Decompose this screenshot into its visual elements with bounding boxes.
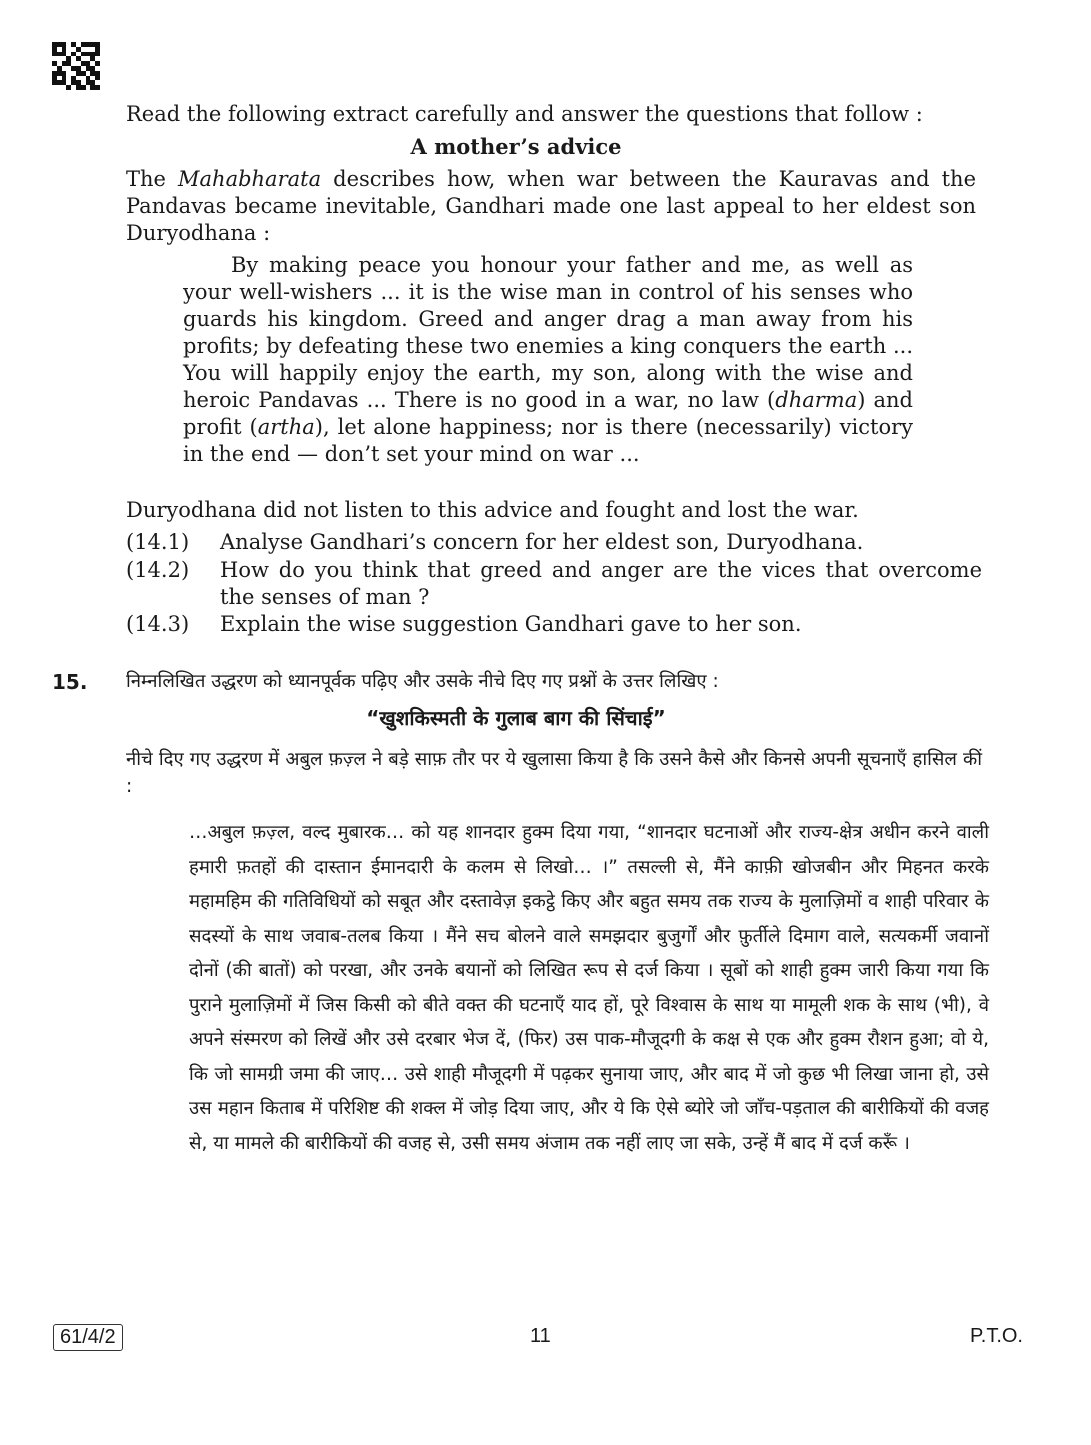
qr-code [52, 42, 100, 90]
hindi-quote: …अबुल फ़ज़्ल, वल्द मुबारक… को यह शानदार हुक्म दिया गया, “शानदार घटनाओं और राज्य-क्षेत्र अधीन करने वाली हमारी फ़तहों की दास्तान ईमानदारी के कलम से लिखो… ।” तसल्ली से, मैंने काफ़ी खोजबीन और मिहनत करके महामहिम की गतिविधियों को सबूत और दस्तावेज़ इकट्ठे किए और बहुत समय तक राज्य के मुलाज़िमों व शाही परिवार के सदस्यों के साथ जवाब-तलब किया । मैंने सच बोलने वाले समझदार बुजुर्गों और फ़ुर्तीले दिमाग वाले, सत्यकर्मी जवानों दोनों (की बातों) को परखा, और उनके बयानों को लिखित रूप से दर्ज किया । सूबों को शाही हुक्म जारी किया गया कि पुराने मुलाज़िमों में जिस किसी को बीते वक्त की घटनाएँ याद हों, पूरे विश्वास के साथ या मामूली शक के साथ (भी), वे अपने संस्मरण को लिखें और उसे दरबार भेज दें, (फिर) उस पाक-मौजूदगी के कक्ष से एक और हुक्म रौशन हुआ; वो ये, कि जो सामग्री जमा की जाए… उसे शाही मौजूदगी में पढ़कर सुनाया जाए, और बाद में जो कुछ भी लिखा जाना हो, उसे उस महान किताब में परिशिष्ट की शक्ल में जोड़ दिया जाए, और ये कि ऐसे ब्योरे जो जाँच-पड़ताल की बारीकियों की वजह से, या मामले की बारीकियों की वजह से, उसी समय अंजाम तक नहीं लाए जा सके, उन्हें मैं बाद में दर्ज करूँ । [189, 822, 989, 1154]
subquestion-number: (14.1) [126, 530, 190, 554]
gandhari-quote: By making peace you honour your father and me, as well as your well-wishers ... it is the wise man in control of his senses who guards his kingdom. Greed and anger drag a man away from his profits; by defeating these two enemies a king conquers the earth ... You will happily enjoy the earth, my son, along with the wise and heroic Pandavas ... There is no good in a war, no law (dharma) and profit (artha), let alone happiness; nor is there (necessarily) victory in the end — don’t set your mind on war ... [183, 253, 914, 466]
hindi-intro-paragraph: नीचे दिए गए उद्धरण में अबुल फ़ज़्ल ने बड़े साफ़ तौर पर ये खुलासा किया है कि उसने कैसे और किनसे अपनी सूचनाएँ हासिल कीं : [126, 749, 982, 797]
question-number: 15. [52, 670, 88, 694]
subquestion-text: Explain the wise suggestion Gandhari gave to her son. [220, 612, 802, 636]
passage-intro-paragraph: The Mahabharata describes how, when war between the Kauravas and the Pandavas became inevitable, Gandhari made one last appeal to her eldest son Duryodhana : [126, 167, 977, 245]
passage-instruction: Read the following extract carefully and answer the questions that follow : [126, 102, 923, 126]
subquestion-14-1 [126, 529, 982, 556]
page-number: 11 [530, 1325, 551, 1347]
pto-label: P.T.O. [970, 1325, 1023, 1347]
passage-title: A mother’s advice [410, 134, 622, 159]
passage-closing-paragraph: Duryodhana did not listen to this advice and fought and lost the war. [126, 498, 859, 522]
hindi-passage-title: “खुशकिस्मती के गुलाब बाग की सिंचाई” [366, 706, 666, 730]
subquestion-number: (14.3) [126, 612, 190, 636]
hindi-instruction: निम्नलिखित उद्धरण को ध्यानपूर्वक पढ़िए और उसके नीचे दिए गए प्रश्नों के उत्तर लिखिए : [126, 671, 719, 692]
subquestion-14-2 [126, 557, 982, 611]
paper-code: 61/4/2 [53, 1324, 123, 1351]
subquestion-14-3 [126, 611, 982, 638]
subquestion-text: Analyse Gandhari’s concern for her eldest son, Duryodhana. [220, 530, 864, 554]
subquestion-text: How do you think that greed and anger are the vices that overcome the senses of man ? [220, 558, 982, 609]
subquestion-number: (14.2) [126, 558, 190, 582]
